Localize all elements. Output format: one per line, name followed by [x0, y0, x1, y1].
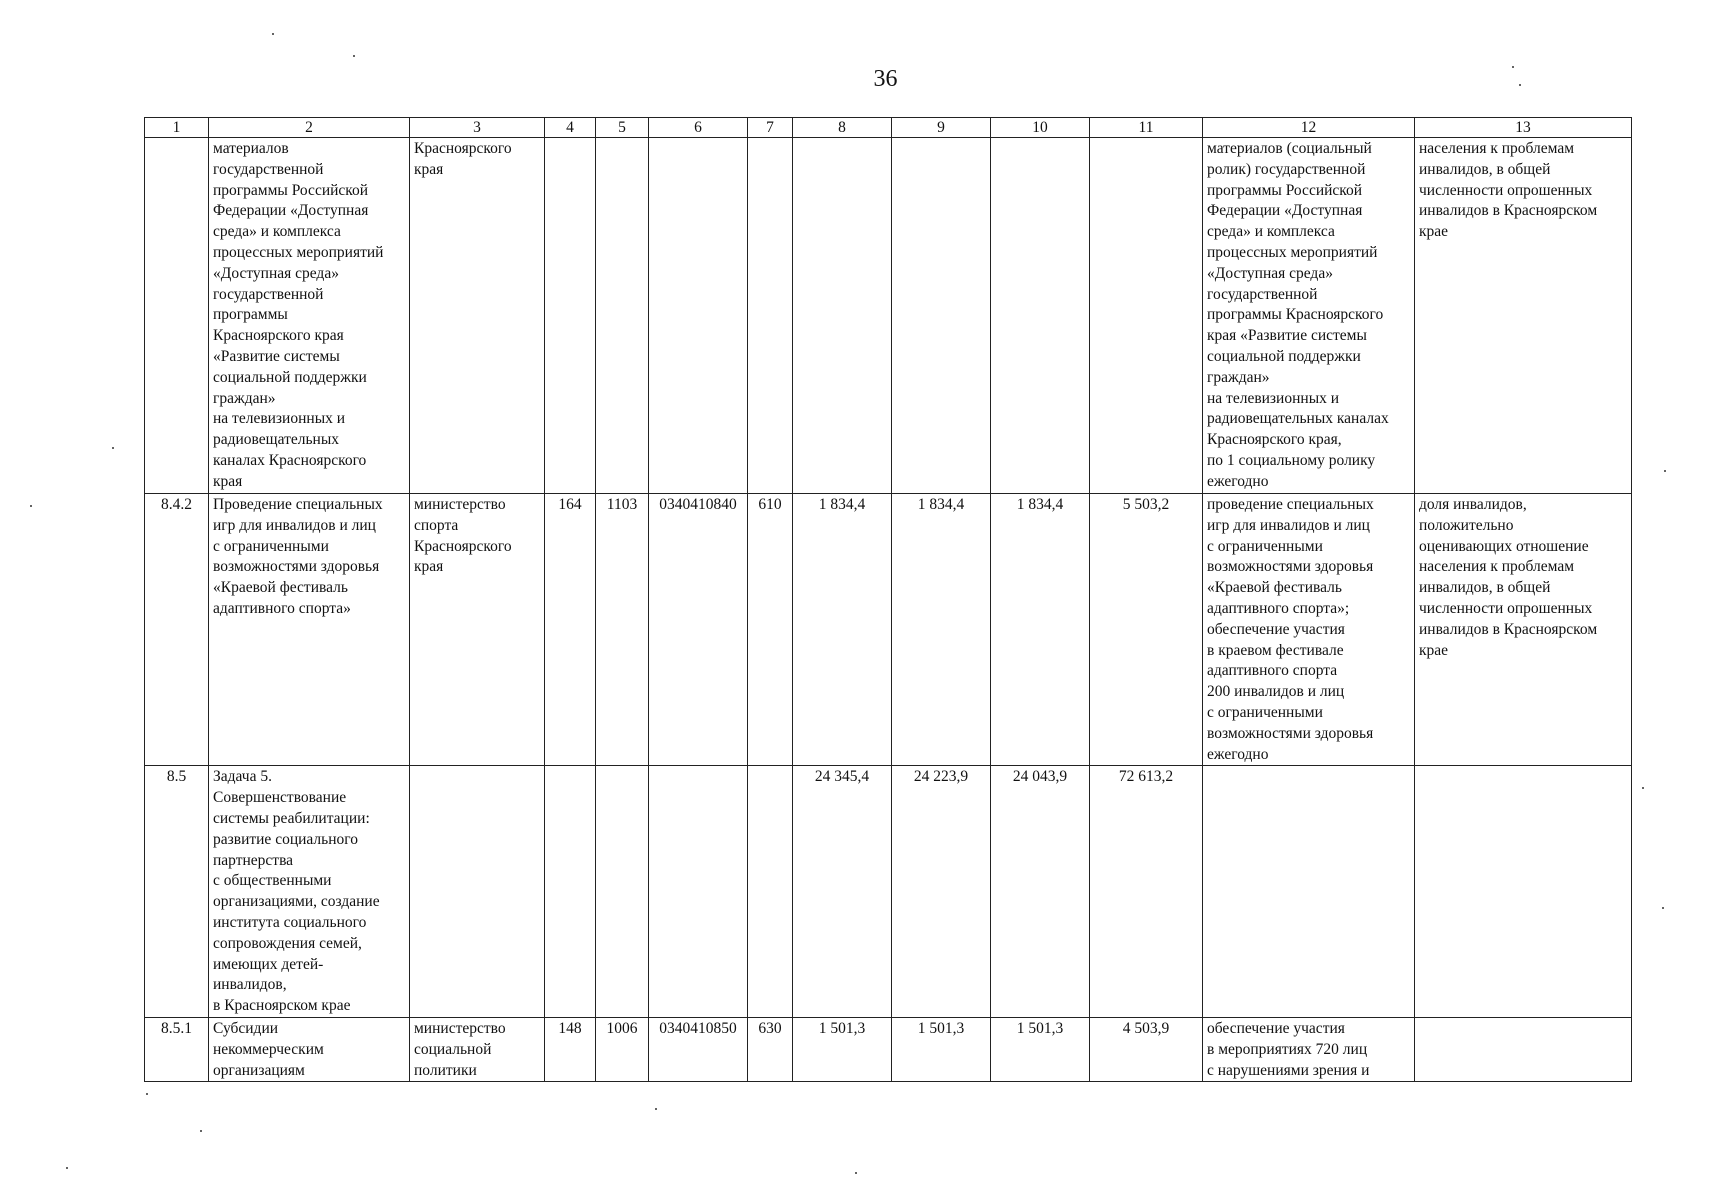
- scan-speck: [655, 1108, 657, 1110]
- table-row: [145, 494, 1632, 766]
- amount-year-2: 1 501,3: [892, 1017, 991, 1081]
- amount-year-3: [991, 138, 1090, 494]
- section-code: 1103: [596, 494, 649, 766]
- expected-result: обеспечение участия в мероприятиях 720 лиц с нарушениями зрения и: [1203, 1017, 1415, 1081]
- program-table: [144, 117, 1632, 1082]
- scan-speck: [272, 33, 274, 35]
- indicator: доля инвалидов, положительно оценивающих отношение населения к проблемам инвалидов, в общей численности опрошенных инвалидов в Красноярском крае: [1415, 494, 1632, 766]
- expected-result: материалов (социальный ролик) государственной программы Российской Федерации «Доступная среда» и комплекса процессных мероприятий «Доступная среда» государственной программы Красноярского края «Развитие системы социальной поддержки граждан» на телевизионных и радиовещательных каналах Красноярского края, по 1 социальному ролику ежегодно: [1203, 138, 1415, 494]
- column-header: 2: [209, 118, 410, 138]
- column-header: 6: [649, 118, 748, 138]
- column-header: 10: [991, 118, 1090, 138]
- activity-name: Субсидии некоммерческим организациям: [209, 1017, 410, 1081]
- page-number: 36: [873, 66, 898, 92]
- expected-result: [1203, 766, 1415, 1018]
- executor: министерство социальной политики: [410, 1017, 545, 1081]
- amount-year-1: 1 834,4: [793, 494, 892, 766]
- target-article-code: [649, 138, 748, 494]
- amount-year-1: 1 501,3: [793, 1017, 892, 1081]
- column-header: 12: [1203, 118, 1415, 138]
- scan-speck: [1519, 84, 1521, 86]
- executor: министерство спорта Красноярского края: [410, 494, 545, 766]
- table-row: [145, 766, 1632, 1018]
- grbs-code: [545, 766, 596, 1018]
- scan-speck: [1664, 470, 1666, 472]
- amount-total: [1090, 138, 1203, 494]
- activity-name: Проведение специальных игр для инвалидов и лиц с ограниченными возможностями здоровья «Краевой фестиваль адаптивного спорта»: [209, 494, 410, 766]
- row-number: 8.5.1: [145, 1017, 209, 1081]
- column-header: 3: [410, 118, 545, 138]
- amount-total: 4 503,9: [1090, 1017, 1203, 1081]
- header-row: [145, 118, 1632, 138]
- indicator: населения к проблемам инвалидов, в общей численности опрошенных инвалидов в Красноярском крае: [1415, 138, 1632, 494]
- indicator: [1415, 766, 1632, 1018]
- row-number: 8.5: [145, 766, 209, 1018]
- amount-year-1: 24 345,4: [793, 766, 892, 1018]
- table-row: [145, 1017, 1632, 1081]
- expense-type-code: [748, 138, 793, 494]
- indicator: [1415, 1017, 1632, 1081]
- amount-year-3: 1 834,4: [991, 494, 1090, 766]
- amount-total: 72 613,2: [1090, 766, 1203, 1018]
- grbs-code: 148: [545, 1017, 596, 1081]
- scan-speck: [1512, 66, 1514, 68]
- column-header: 5: [596, 118, 649, 138]
- expense-type-code: 630: [748, 1017, 793, 1081]
- expense-type-code: 610: [748, 494, 793, 766]
- scan-speck: [855, 1172, 857, 1174]
- column-header: 1: [145, 118, 209, 138]
- column-header: 13: [1415, 118, 1632, 138]
- expected-result: проведение специальных игр для инвалидов и лиц с ограниченными возможностями здоровья «Краевой фестиваль адаптивного спорта»; обеспечение участия в краевом фестивале адаптивного спорта 200 инвалидов и лиц с ограниченными возможностями здоровья ежегодно: [1203, 494, 1415, 766]
- scan-speck: [146, 1093, 148, 1095]
- amount-year-1: [793, 138, 892, 494]
- scan-speck: [1642, 787, 1644, 789]
- scan-speck: [1662, 907, 1664, 909]
- grbs-code: [545, 138, 596, 494]
- scan-speck: [112, 447, 114, 449]
- scan-speck: [30, 505, 32, 507]
- target-article-code: 0340410840: [649, 494, 748, 766]
- column-header: 9: [892, 118, 991, 138]
- activity-name: Задача 5. Совершенствование системы реабилитации: развитие социального партнерства с общественными организациями, создание института социального сопровождения семей, имеющих детей- инвалидов, в Красноярском крае: [209, 766, 410, 1018]
- amount-year-2: 1 834,4: [892, 494, 991, 766]
- activity-name: материалов государственной программы Российской Федерации «Доступная среда» и комплекса процессных мероприятий «Доступная среда» государственной программы Красноярского края «Развитие системы социальной поддержки граждан» на телевизионных и радиовещательных каналах Красноярского края: [209, 138, 410, 494]
- column-header: 7: [748, 118, 793, 138]
- column-header: 4: [545, 118, 596, 138]
- executor: Красноярского края: [410, 138, 545, 494]
- grbs-code: 164: [545, 494, 596, 766]
- section-code: 1006: [596, 1017, 649, 1081]
- table-row: [145, 138, 1632, 494]
- amount-year-2: [892, 138, 991, 494]
- scan-speck: [200, 1130, 202, 1132]
- expense-type-code: [748, 766, 793, 1018]
- section-code: [596, 766, 649, 1018]
- column-header: 8: [793, 118, 892, 138]
- amount-year-3: 1 501,3: [991, 1017, 1090, 1081]
- scan-speck: [66, 1167, 68, 1169]
- row-number: 8.4.2: [145, 494, 209, 766]
- scan-speck: [353, 55, 355, 57]
- section-code: [596, 138, 649, 494]
- amount-year-2: 24 223,9: [892, 766, 991, 1018]
- column-header: 11: [1090, 118, 1203, 138]
- target-article-code: 0340410850: [649, 1017, 748, 1081]
- executor: [410, 766, 545, 1018]
- amount-total: 5 503,2: [1090, 494, 1203, 766]
- row-number: [145, 138, 209, 494]
- amount-year-3: 24 043,9: [991, 766, 1090, 1018]
- target-article-code: [649, 766, 748, 1018]
